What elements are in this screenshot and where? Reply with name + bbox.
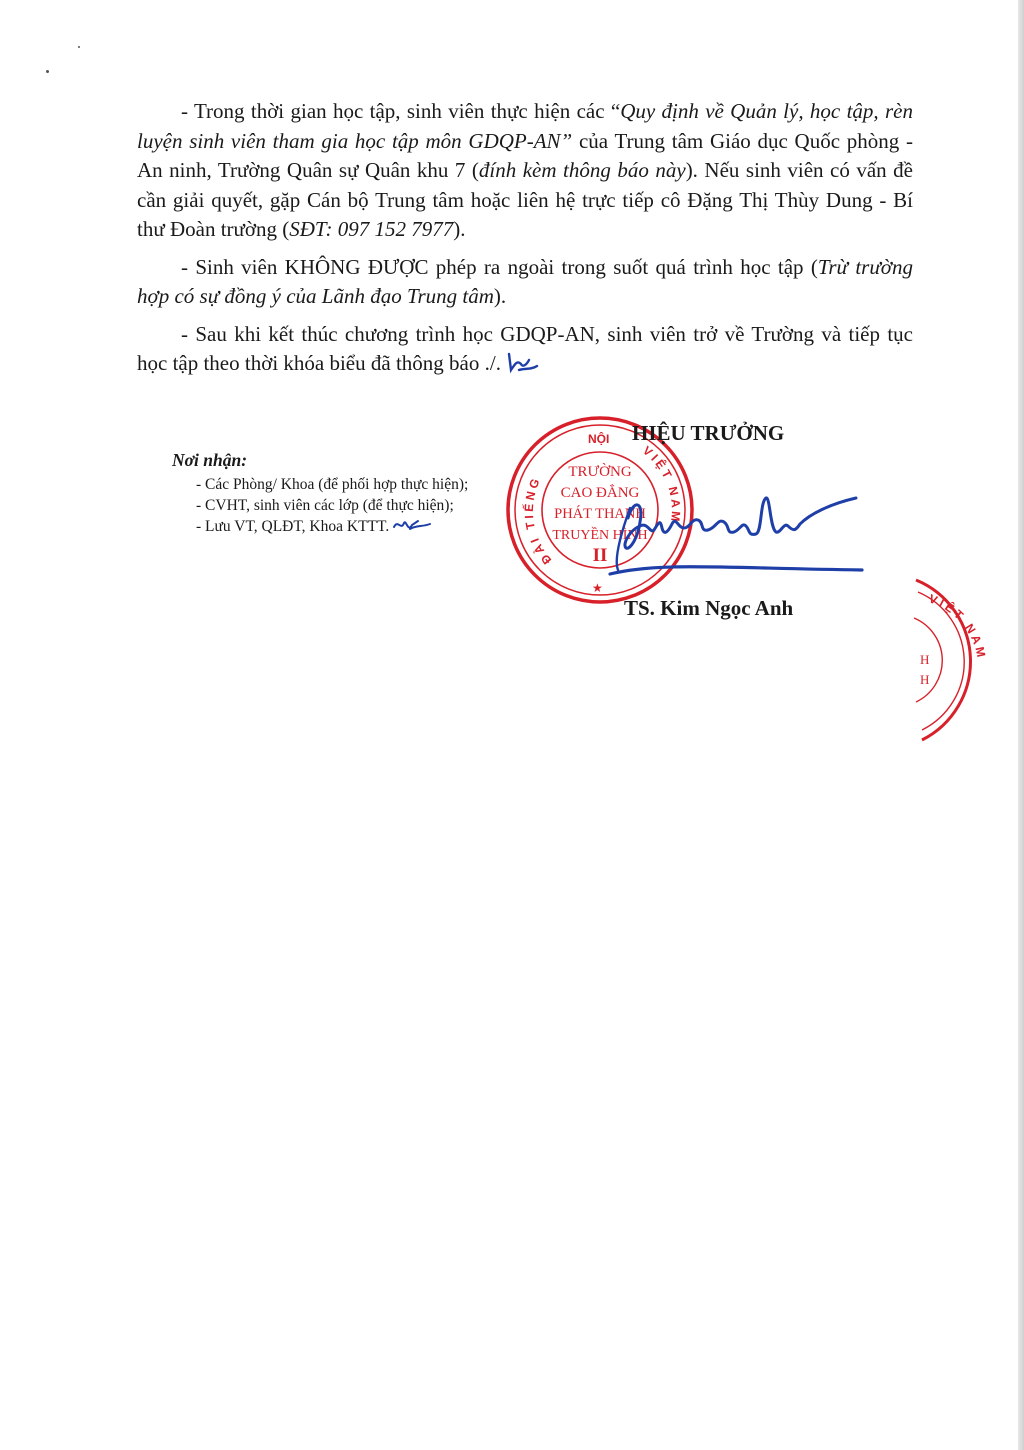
partial-seal-arc-text: VIỆT NAM bbox=[926, 591, 989, 662]
recipient-item: - Các Phòng/ Khoa (để phối hợp thực hiện); bbox=[196, 476, 469, 493]
partial-seal-icon bbox=[912, 578, 1018, 748]
italic-text: Quy định về Quản lý, học tập, rèn luyện sinh viên tham gia học tập môn GDQP-AN” bbox=[137, 99, 913, 153]
text-run: - Sau khi kết thúc chương trình học GDQP-AN, sinh viên trở về Trường và tiếp tục học tập theo thời khóa biểu đã thông báo ./. bbox=[137, 321, 913, 375]
seal-top-text: NỘI bbox=[588, 432, 610, 446]
seal-left-arc-text: ĐÀI TIẾNG bbox=[521, 473, 555, 568]
body-paragraph bbox=[137, 97, 913, 245]
recipients-block bbox=[172, 450, 468, 537]
text-run: ). bbox=[453, 217, 466, 241]
signer-name: TS. Kim Ngọc Anh bbox=[624, 596, 794, 620]
recipient-item: - CVHT, sinh viên các lớp (để thực hiện); bbox=[196, 497, 454, 514]
seal-line: TRƯỜNG bbox=[568, 464, 632, 480]
body-paragraph bbox=[137, 253, 913, 312]
italic-text: đính kèm thông báo này bbox=[478, 158, 686, 182]
recipient-item-text: - Lưu VT, QLĐT, Khoa KTTT. bbox=[196, 518, 390, 535]
partial-seal-inner: H bbox=[920, 652, 930, 667]
italic-text: SĐT: 097 152 7977 bbox=[289, 217, 454, 241]
page-edge bbox=[1018, 0, 1024, 1450]
text-run: của Trung tâm Giáo dục Quốc phòng - An ninh, Trường Quân sự Quân khu 7 ( bbox=[137, 128, 913, 182]
italic-text: Trừ trường hợp có sự đồng ý của Lãnh đạo Trung tâm bbox=[137, 254, 913, 308]
text-run: ). Nếu sinh viên có vấn đề cần giải quyết, gặp Cán bộ Trung tâm hoặc liên hệ trực tiếp cô Đặng Thị Thùy Dung - Bí thư Đoàn trường ( bbox=[137, 158, 913, 241]
partial-seal-inner: H bbox=[920, 672, 930, 687]
body-text bbox=[137, 97, 913, 379]
seal-line: CAO ĐẲNG bbox=[560, 485, 640, 501]
initial-signature-icon bbox=[392, 517, 432, 535]
recipient-item bbox=[172, 516, 468, 537]
seal-line: II bbox=[592, 545, 608, 566]
initial-mark-icon bbox=[505, 350, 539, 374]
signer-title: HIỆU TRƯỞNG bbox=[632, 421, 785, 445]
svg-text:★: ★ bbox=[592, 581, 603, 595]
handwritten-signature-icon bbox=[600, 478, 870, 588]
seal-line: TRUYỀN HÌNH bbox=[552, 528, 648, 543]
text-run: - Trong thời gian học tập, sinh viên thực hiện các “ bbox=[181, 99, 621, 123]
seal-right-arc-text: VIỆT NAM bbox=[640, 443, 684, 525]
text-run: - Sinh viên KHÔNG ĐƯỢC phép ra ngoài trong suốt quá trình học tập ( bbox=[181, 254, 818, 279]
scan-speck bbox=[46, 70, 49, 73]
recipients-title: Nơi nhận: bbox=[172, 450, 248, 470]
body-paragraph bbox=[137, 320, 913, 379]
seal-line: PHÁT THANH bbox=[554, 506, 646, 522]
scan-speck bbox=[78, 46, 80, 48]
svg-text:ĐÀI TIẾNG bbox=[521, 474, 554, 567]
text-run: ). bbox=[493, 284, 507, 308]
svg-text:VIỆT NAM bbox=[927, 591, 989, 661]
